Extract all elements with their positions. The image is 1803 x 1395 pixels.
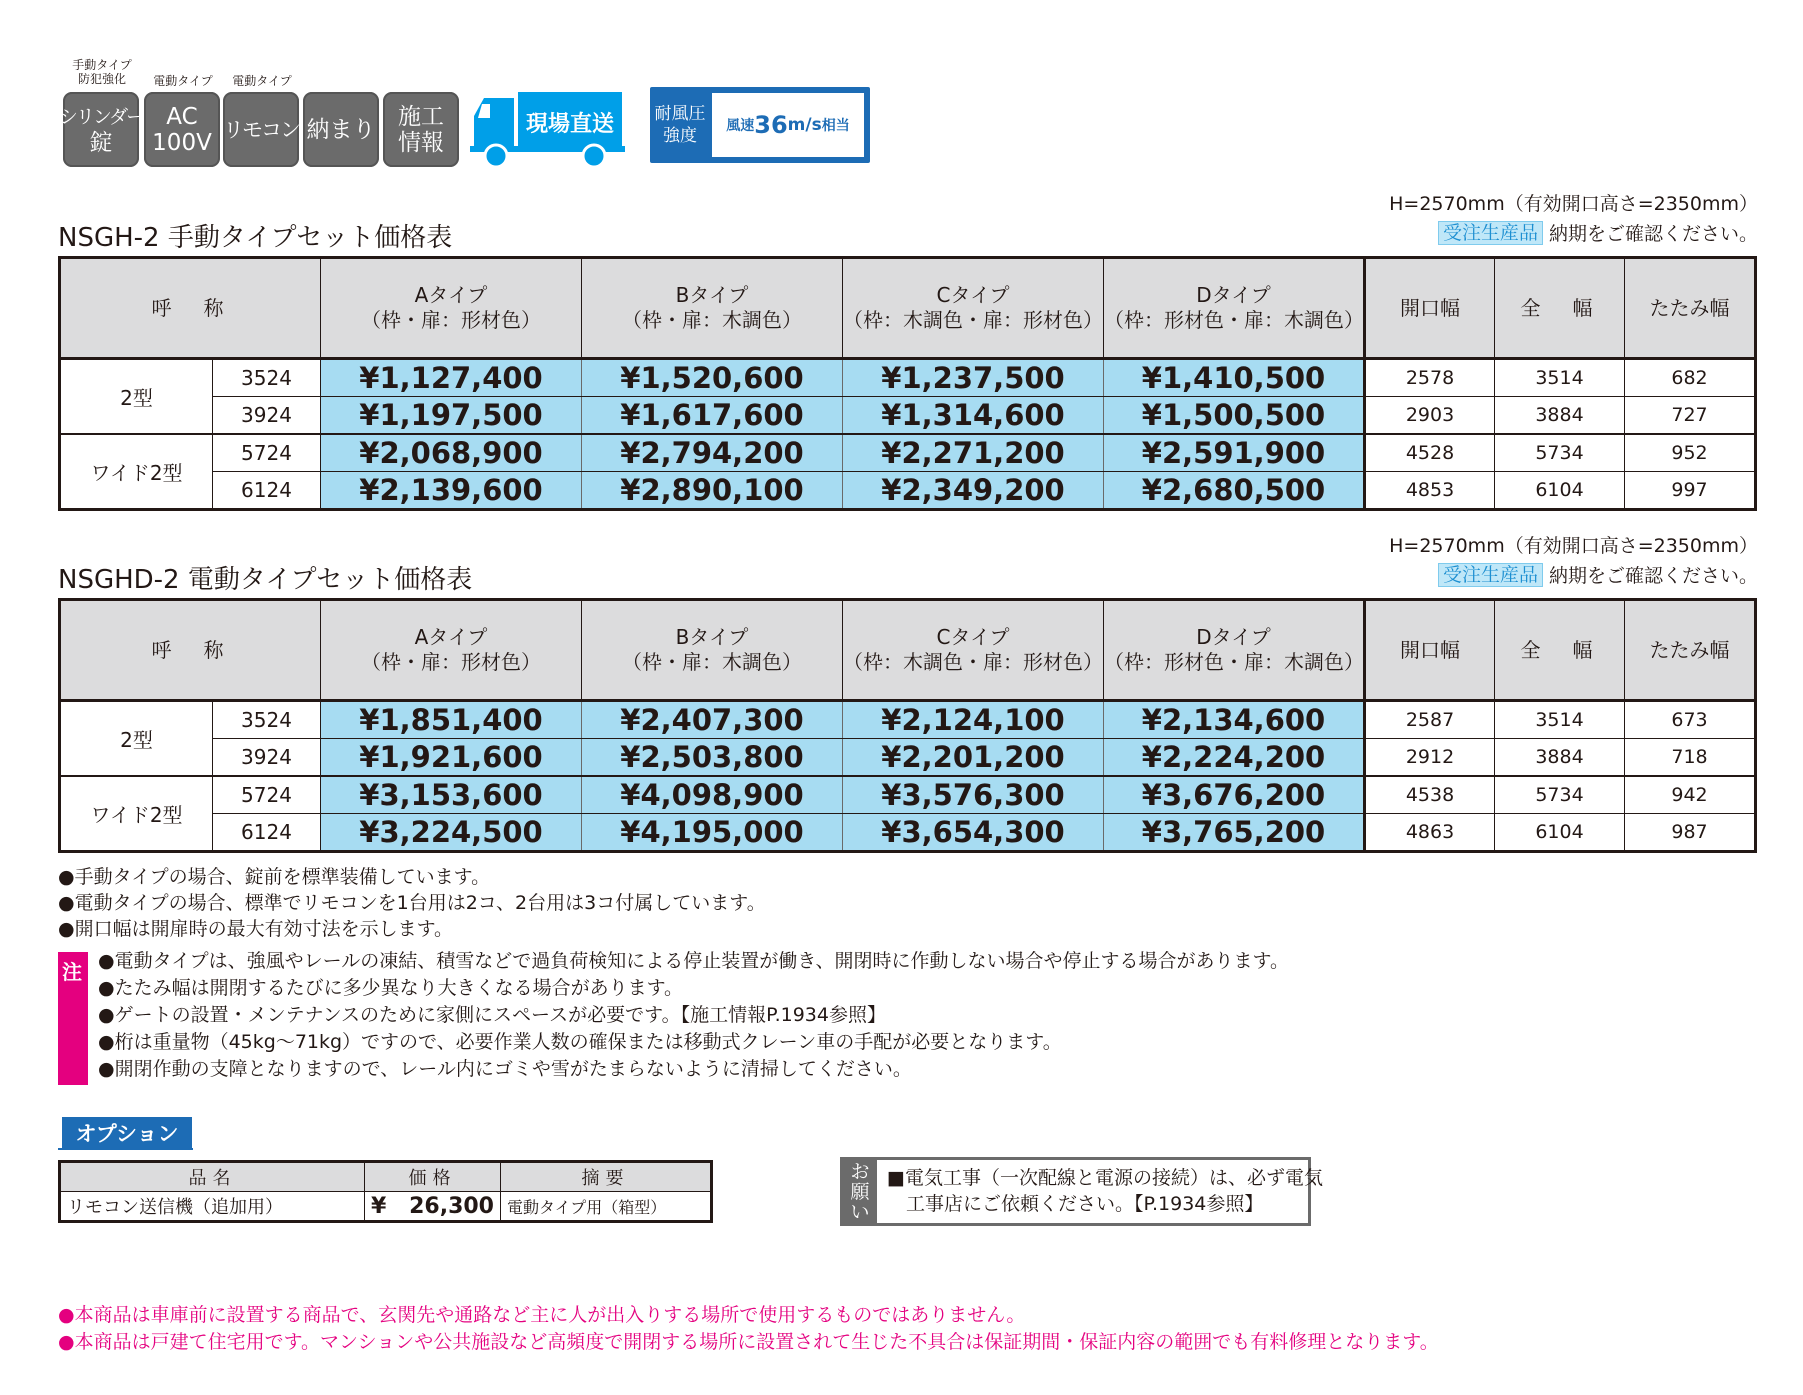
table-row	[60, 472, 1756, 510]
opening-width: 2587	[1365, 701, 1495, 739]
made-to-order-note: 受注生産品 納期をご確認ください。	[1438, 561, 1758, 588]
price-a: ¥3,153,600	[321, 776, 582, 814]
total-width: 3884	[1495, 739, 1625, 777]
table-row	[60, 739, 1756, 777]
total-width: 3514	[1495, 701, 1625, 739]
total-width: 5734	[1495, 776, 1625, 814]
model-code: 6124	[213, 814, 321, 852]
price-d: ¥1,410,500	[1104, 359, 1365, 397]
caution-label: 注	[62, 960, 82, 984]
opening-width: 2912	[1365, 739, 1495, 777]
header-name: 呼 称	[60, 258, 321, 359]
opening-width: 4863	[1365, 814, 1495, 852]
group-name: 2型	[60, 359, 213, 435]
height-note: H=2570mm（有効開口高さ=2350mm）	[1389, 193, 1758, 215]
opening-width: 4853	[1365, 472, 1495, 510]
table-row	[60, 434, 1756, 472]
badge-line: 100V	[152, 129, 212, 156]
header-type-b: Bタイプ （枠・扉：木調色）	[582, 258, 843, 359]
table-title: NSGHD-2 電動タイプセット価格表	[58, 565, 473, 595]
table-row	[60, 397, 1756, 435]
badge-cylinder-lock[interactable]	[58, 92, 144, 167]
group-name: ワイド2型	[60, 776, 213, 852]
badge-caption-cylinder: 手動タイプ 防犯強化	[72, 58, 132, 86]
folded-width: 673	[1625, 701, 1756, 739]
caution-item: ●たたみ幅は開閉するたびに多少異なり大きくなる場合があります。	[98, 977, 684, 999]
price-c: ¥1,237,500	[843, 359, 1104, 397]
header-type-d: Dタイプ （枠：形材色・扉：木調色）	[1104, 600, 1365, 701]
total-width: 6104	[1495, 814, 1625, 852]
price-table-manual	[58, 256, 1757, 511]
folded-width: 727	[1625, 397, 1756, 435]
caution-item: ●電動タイプは、強風やレールの凍結、積雪などで過負荷検知による停止装置が働き、開閉時に作動しない場合や停止する場合があります。	[98, 950, 1289, 972]
badge-line: 施工	[398, 103, 444, 130]
price-c: ¥3,576,300	[843, 776, 1104, 814]
price-b: ¥1,617,600	[582, 397, 843, 435]
price-b: ¥2,890,100	[582, 472, 843, 510]
note-item: ●電動タイプの場合、標準でリモコンを1台用は2コ、2台用は3コ付属しています。	[58, 892, 766, 914]
options-heading: オプション	[62, 1117, 192, 1149]
price-b: ¥4,195,000	[582, 814, 843, 852]
table-row	[60, 359, 1756, 397]
badge-remote[interactable]	[223, 92, 299, 167]
wind-value: 風速 36 m/s 相当	[712, 93, 864, 157]
header-total: 全 幅	[1495, 258, 1625, 359]
folded-width: 997	[1625, 472, 1756, 510]
caution-item: ●ゲートの設置・メンテナンスのために家側にスペースが必要です。【施工情報P.1934参照】	[98, 1004, 886, 1026]
price-a: ¥2,139,600	[321, 472, 582, 510]
price-a: ¥3,224,500	[321, 814, 582, 852]
model-code: 3924	[213, 739, 321, 777]
opening-width: 2903	[1365, 397, 1495, 435]
table-row	[60, 776, 1756, 814]
opening-width: 4538	[1365, 776, 1495, 814]
price-c: ¥2,271,200	[843, 434, 1104, 472]
total-width: 3884	[1495, 397, 1625, 435]
warning-note: ●本商品は戸建て住宅用です。マンションや公共施設など高頻度で開閉する場所に設置されて生じた不具合は保証期間・保証内容の範囲でも有料修理となります。	[58, 1331, 1439, 1353]
price-a: ¥2,068,900	[321, 434, 582, 472]
group-name: ワイド2型	[60, 434, 213, 510]
header-folded: たたみ幅	[1625, 258, 1756, 359]
price-d: ¥3,765,200	[1104, 814, 1365, 852]
price-c: ¥2,201,200	[843, 739, 1104, 777]
price-d: ¥2,134,600	[1104, 701, 1365, 739]
price-b: ¥2,794,200	[582, 434, 843, 472]
wind-resistance-badge	[650, 87, 870, 163]
options-divider	[58, 1148, 193, 1150]
opening-width: 4528	[1365, 434, 1495, 472]
table-row	[60, 814, 1756, 852]
price-b: ¥1,520,600	[582, 359, 843, 397]
header-type-d: Dタイプ （枠：形材色・扉：木調色）	[1104, 258, 1365, 359]
header-total: 全 幅	[1495, 600, 1625, 701]
option-note: 電動タイプ用（箱型）	[501, 1192, 712, 1222]
table-row	[60, 1192, 712, 1222]
request-box	[840, 1157, 1323, 1226]
options-col-name: 品名	[60, 1162, 365, 1192]
badge-line: 情報	[398, 129, 444, 156]
badge-ac100v[interactable]	[144, 92, 220, 167]
price-a: ¥1,921,600	[321, 739, 582, 777]
header-type-a: Aタイプ （枠・扉：形材色）	[321, 600, 582, 701]
general-notes	[58, 864, 766, 942]
model-code: 5724	[213, 776, 321, 814]
height-note: H=2570mm（有効開口高さ=2350mm）	[1389, 535, 1758, 557]
badge-line: シリンダー	[58, 105, 144, 128]
delivery-label: 現場直送	[525, 111, 614, 137]
caution-item: ●桁は重量物（45kg～71kg）ですので、必要作業人数の確保または移動式クレーン車の手配が必要となります。	[98, 1031, 1062, 1053]
model-code: 3524	[213, 359, 321, 397]
price-b: ¥2,407,300	[582, 701, 843, 739]
total-width: 6104	[1495, 472, 1625, 510]
table-row	[60, 701, 1756, 739]
price-d: ¥2,224,200	[1104, 739, 1365, 777]
made-to-order-tag: 受注生産品	[1438, 221, 1543, 245]
price-b: ¥4,098,900	[582, 776, 843, 814]
opening-width: 2578	[1365, 359, 1495, 397]
folded-width: 987	[1625, 814, 1756, 852]
price-table-electric	[58, 598, 1757, 853]
options-col-note: 摘要	[501, 1162, 712, 1192]
price-b: ¥2,503,800	[582, 739, 843, 777]
header-type-a: Aタイプ （枠・扉：形材色）	[321, 258, 582, 359]
note-item: ●開口幅は開扉時の最大有効寸法を示します。	[58, 918, 454, 940]
badge-line: AC	[166, 103, 198, 130]
made-to-order-note: 受注生産品 納期をご確認ください。	[1438, 219, 1758, 246]
badge-caption-remote: 電動タイプ	[232, 74, 292, 88]
header-name: 呼 称	[60, 600, 321, 701]
price-d: ¥1,500,500	[1104, 397, 1365, 435]
options-col-price: 価格	[365, 1162, 501, 1192]
header-folded: たたみ幅	[1625, 600, 1756, 701]
badge-construction-info[interactable]	[383, 92, 459, 167]
price-a: ¥1,197,500	[321, 397, 582, 435]
table-title: NSGH-2 手動タイプセット価格表	[58, 223, 453, 253]
model-code: 3524	[213, 701, 321, 739]
price-d: ¥2,680,500	[1104, 472, 1365, 510]
option-price: ¥ 26,300	[365, 1192, 501, 1222]
model-code: 3924	[213, 397, 321, 435]
price-c: ¥3,654,300	[843, 814, 1104, 852]
caution-notes	[98, 948, 1289, 1083]
made-to-order-tag: 受注生産品	[1438, 563, 1543, 587]
model-code: 6124	[213, 472, 321, 510]
total-width: 3514	[1495, 359, 1625, 397]
badge-fitting[interactable]	[303, 92, 379, 167]
badge-line: リモコン	[223, 117, 299, 142]
wind-label: 耐風圧 強度	[654, 104, 706, 146]
caution-item: ●開閉作動の支障となりますので、レール内にゴミや雪がたまらないように清掃してください。	[98, 1058, 912, 1080]
total-width: 5734	[1495, 434, 1625, 472]
folded-width: 942	[1625, 776, 1756, 814]
folded-width: 952	[1625, 434, 1756, 472]
price-d: ¥2,591,900	[1104, 434, 1365, 472]
badge-line: 錠	[89, 129, 113, 156]
warning-note: ●本商品は車庫前に設置する商品で、玄関先や通路など主に人が出入りする場所で使用するものではありません。	[58, 1304, 1026, 1326]
model-code: 5724	[213, 434, 321, 472]
header-type-c: Cタイプ （枠：木調色・扉：形材色）	[843, 258, 1104, 359]
badge-caption-ac: 電動タイプ	[153, 74, 213, 88]
request-label: お 願 い	[843, 1160, 877, 1223]
price-c: ¥2,124,100	[843, 701, 1104, 739]
note-item: ●手動タイプの場合、錠前を標準装備しています。	[58, 866, 491, 888]
price-a: ¥1,127,400	[321, 359, 582, 397]
price-a: ¥1,851,400	[321, 701, 582, 739]
header-opening: 開口幅	[1365, 600, 1495, 701]
badge-line: 納まり	[306, 116, 376, 143]
folded-width: 682	[1625, 359, 1756, 397]
options-table	[58, 1160, 713, 1223]
group-name: 2型	[60, 701, 213, 777]
folded-width: 718	[1625, 739, 1756, 777]
option-name: リモコン送信機（追加用）	[60, 1192, 365, 1222]
header-type-c: Cタイプ （枠：木調色・扉：形材色）	[843, 600, 1104, 701]
header-type-b: Bタイプ （枠・扉：木調色）	[582, 600, 843, 701]
price-c: ¥2,349,200	[843, 472, 1104, 510]
request-text: ■電気工事（一次配線と電源の接続）は、必ず電気 工事店にご依頼ください。【P.1934参照】	[887, 1167, 1323, 1215]
price-d: ¥3,676,200	[1104, 776, 1365, 814]
price-c: ¥1,314,600	[843, 397, 1104, 435]
header-opening: 開口幅	[1365, 258, 1495, 359]
